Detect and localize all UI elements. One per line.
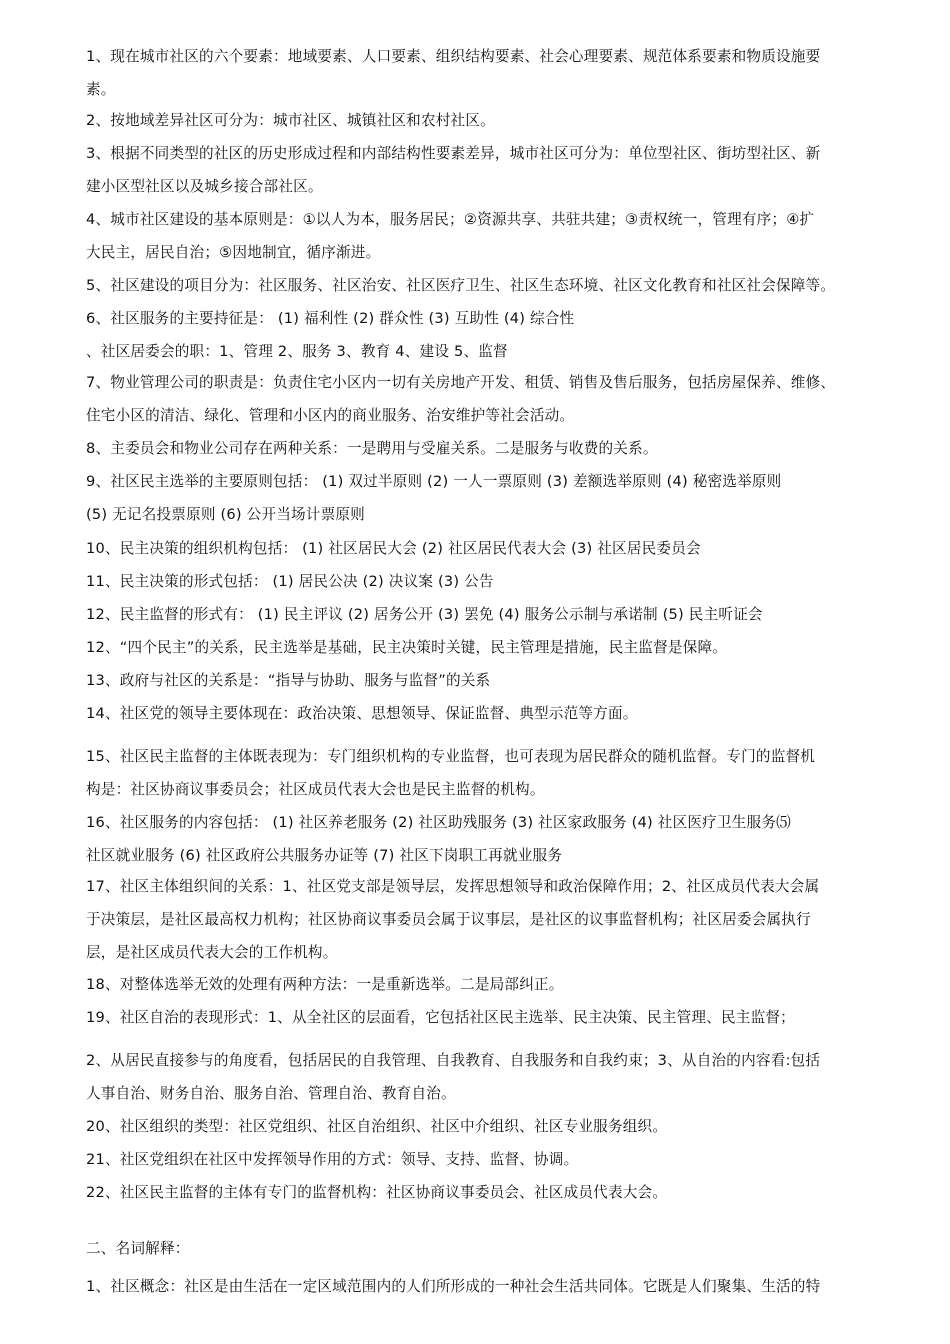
section-heading: [86, 1232, 886, 1265]
item-5: [86, 269, 886, 302]
text-line: 层，是社区成员代表大会的工作机构。: [86, 944, 338, 961]
text-line: 5、社区建设的项目分为：社区服务、社区治安、社区医疗卫生、社区生态环境、社区文化教育和社区社会保障等。: [86, 277, 836, 294]
text-line: 15、社区民主监督的主体既表现为：专门组织机构的专业监督，也可表现为居民群众的随机监督。专门的监督机: [86, 748, 816, 765]
text-line: 12、民主监督的形式有： (1) 民主评议 (2) 居务公开 (3) 罢免 (4) 服务公示制与承诺制 (5) 民主听证会: [86, 606, 763, 623]
item-committee: [86, 335, 886, 368]
text-line: 7、物业管理公司的职责是：负责住宅小区内一切有关房地产开发、租赁、销售及售后服务，包括房屋保养、维修、: [86, 374, 836, 391]
text-line: 3、根据不同类型的社区的历史形成过程和内部结构性要素差异，城市社区可分为：单位型社区、街坊型社区、新: [86, 145, 821, 162]
text-line: 16、社区服务的内容包括： (1) 社区养老服务 (2) 社区助残服务 (3) 社区家政服务 (4) 社区医疗卫生服务⑸: [86, 814, 791, 831]
text-line: 社区就业服务 (6) 社区政府公共服务办证等 (7) 社区下岗职工再就业服务: [86, 847, 563, 864]
item-2: [86, 104, 886, 137]
item-12a: [86, 598, 886, 631]
item-11: [86, 565, 886, 598]
text-line: 2、从居民直接参与的角度看，包括居民的自我管理、自我教育、自我服务和自我约束；3、从自治的内容看:包括: [86, 1052, 821, 1069]
text-line: 22、社区民主监督的主体有专门的监督机构：社区协商议事委员会、社区成员代表大会。: [86, 1184, 668, 1201]
item-19-cont: [86, 1044, 886, 1110]
item-15: [86, 740, 886, 806]
text-line: 11、民主决策的形式包括： (1) 居民公决 (2) 决议案 (3) 公告: [86, 573, 494, 590]
item-9: [86, 465, 886, 531]
item-22: [86, 1176, 886, 1209]
text-line: 12、“四个民主”的关系，民主选举是基础，民主决策时关键，民主管理是措施，民主监督是保障。: [86, 639, 728, 656]
item-3: [86, 137, 886, 203]
text-line: 住宅小区的清洁、绿化、管理和小区内的商业服务、治安维护等社会活动。: [86, 407, 575, 424]
text-line: 6、社区服务的主要持征是： (1) 福利性 (2) 群众性 (3) 互助性 (4) 综合性: [86, 310, 575, 327]
text-line: 21、社区党组织在社区中发挥领导作用的方式：领导、支持、监督、协调。: [86, 1151, 579, 1168]
item-19: [86, 1001, 886, 1034]
item-20: [86, 1110, 886, 1143]
text-line: 9、社区民主选举的主要原则包括： (1) 双过半原则 (2) 一人一票原则 (3) 差额选举原则 (4) 秘密选举原则: [86, 473, 782, 490]
text-line: 20、社区组织的类型：社区党组织、社区自治组织、社区中介组织、社区专业服务组织。: [86, 1118, 668, 1135]
item-21: [86, 1143, 886, 1176]
text-line: 8、主委员会和物业公司存在两种关系：一是聘用与受雇关系。二是服务与收费的关系。: [86, 440, 658, 457]
text-line: 14、社区党的领导主要体现在：政治决策、思想领导、保证监督、典型示范等方面。: [86, 705, 638, 722]
text-line: 4、城市社区建设的基本原则是：①以人为本，服务居民；②资源共享、共驻共建；③责权统一，管理有序；④扩: [86, 211, 815, 228]
item-8: [86, 432, 886, 465]
text-line: 18、对整体选举无效的处理有两种方法：一是重新选举。二是局部纠正。: [86, 976, 564, 993]
text-line: 1、现在城市社区的六个要素：地域要素、人口要素、组织结构要素、社会心理要素、规范体系要素和物质设施要: [86, 48, 821, 65]
item-18: [86, 968, 886, 1001]
text-line: 2、按地域差异社区可分为：城市社区、城镇社区和农村社区。: [86, 112, 495, 129]
text-line: 19、社区自治的表现形式：1、从全社区的层面看，它包括社区民主选举、民主决策、民主管理、民主监督；: [86, 1009, 795, 1026]
text-line: 10、民主决策的组织机构包括： (1) 社区居民大会 (2) 社区居民代表大会 (3) 社区居民委员会: [86, 540, 701, 557]
item-13: [86, 664, 886, 697]
item-17: [86, 870, 886, 969]
definition-1: [86, 1270, 886, 1303]
text-line: (5) 无记名投票原则 (6) 公开当场计票原则: [86, 506, 365, 523]
text-line: 素。: [86, 81, 116, 98]
text-line: 于决策层，是社区最高权力机构；社区协商议事委员会属于议事层，是社区的议事监督机构；社区居委会属执行: [86, 911, 811, 928]
heading-text: 二、名词解释：: [86, 1240, 190, 1257]
text-line: 1、社区概念：社区是由生活在一定区域范围内的人们所形成的一种社会生活共同体。它既是人们聚集、生活的特: [86, 1278, 821, 1295]
text-line: 13、政府与社区的关系是：“指导与协助、服务与监督”的关系: [86, 672, 491, 689]
text-line: 、社区居委会的职：1、管理 2、服务 3、教育 4、建设 5、监督: [86, 343, 508, 360]
text-line: 大民主，居民自治；⑤因地制宜，循序渐进。: [86, 244, 381, 261]
item-4: [86, 203, 886, 269]
item-16: [86, 806, 886, 872]
text-line: 17、社区主体组织间的关系：1、社区党支部是领导层，发挥思想领导和政治保障作用；2、社区成员代表大会属: [86, 878, 820, 895]
item-7: [86, 366, 886, 432]
item-1: [86, 40, 886, 106]
item-6: [86, 302, 886, 335]
text-line: 人事自治、财务自治、服务自治、管理自治、教育自治。: [86, 1085, 456, 1102]
item-12b: [86, 631, 886, 664]
item-10: [86, 532, 886, 565]
item-14: [86, 697, 886, 730]
text-line: 建小区型社区以及城乡接合部社区。: [86, 178, 323, 195]
text-line: 构是：社区协商议事委员会；社区成员代表大会也是民主监督的机构。: [86, 781, 545, 798]
